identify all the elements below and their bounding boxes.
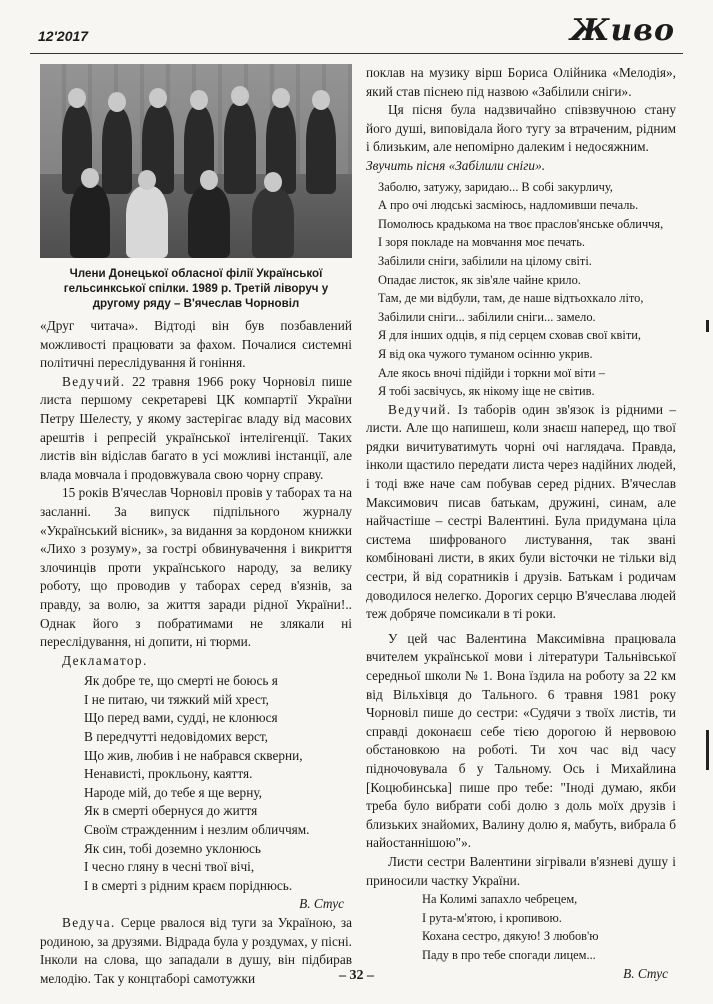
poem-line: Що перед вами, судді, не клонюся	[84, 710, 278, 726]
scan-mark	[706, 730, 709, 770]
poem-line: І не питаю, чи тяжкий мій хрест,	[84, 691, 269, 707]
speaker-label: Ведучий.	[62, 373, 126, 389]
song-line: А про очі людські засміюсь, надломивши печаль.	[378, 198, 639, 213]
magazine-logo: Живо	[570, 13, 675, 48]
paragraph: 15 років В'ячеслав Чорновіл провів у таборах та на засланні. За випуск підпільного журналу «Український вісник», за видання за кордоном книжки «Лихо з розуму», за гострі обвинувачення і викриття злочинців проти українського народу, за велику роботу, що проводив у таборах серед в'язнів, за правду, за волю, за життя заради рідної України!.. Однак його з побратимами не злякали ні переслідування, ні допити, ні тюрми.	[40, 485, 352, 650]
poem-line: І в смерті з рідним краєм поріднюсь.	[84, 877, 293, 893]
song-lyrics	[378, 178, 676, 401]
poem-line: Народе мій, до тебе я ще верну,	[84, 784, 262, 800]
song-label: Звучить пісня «Забілили сніги».	[366, 157, 546, 173]
poem	[422, 890, 676, 964]
page-number: – 32 –	[339, 968, 374, 983]
poem-line: В передчутті недовідомих верст,	[84, 729, 269, 745]
poem-line: Кохана сестро, дякую! З любов'ю	[422, 929, 599, 944]
song-line: Але якось вночі підійди і торкни мої віти –	[378, 365, 605, 380]
header-rule	[30, 53, 683, 54]
paragraph-text: 22 травня 1966 року Чорновіл пише листа першому секретареві ЦК компартії України Петру Шелесту, у якому застерігає владу від масових арештів і репресій української інтелігенції. Таких листів він відіслав багато в усі можливі інстанції, але влада мовчала і продовжувала свою чорну справу.	[40, 373, 352, 482]
poem	[84, 672, 352, 895]
song-line: Я тобі засвічусь, як нікому іще не світив.	[378, 384, 595, 399]
poem-line: Як син, тобі доземно уклонюсь	[84, 840, 261, 856]
song-line: Забілили сніги... забілили сніги... замело.	[378, 309, 596, 324]
issue-number: 12'2017	[38, 28, 89, 44]
speaker-label: Ведучий.	[388, 401, 452, 417]
song-line: І зоря покладе на мовчання моє печать.	[378, 235, 585, 250]
paragraph: поклав на музику вірш Бориса Олійника «Мелодія», який став піснею під назвою «Забілили сніги».	[366, 65, 676, 99]
paragraph	[40, 373, 352, 485]
paragraph-text: Серце рвалося від туги за Україною, за родиною, за друзями. Відрада була у роздумах, у пісні. Інколи на слова, що западали в душу, він підбирав мелодію. Так у концтаборі самотужки	[40, 915, 352, 986]
speaker-label: Ведуча.	[62, 915, 116, 930]
poem-signature: В. Стус	[623, 965, 668, 981]
photo-caption: Члени Донецької обласної філії Української гельсинкської спілки. 1989 р. Третій ліворуч у другому ряду – В'ячеслав Чорновіл	[63, 267, 329, 310]
scan-mark	[706, 320, 709, 332]
song-line: Там, де ми відбули, там, де наше відтьохкало літо,	[378, 291, 644, 306]
poem-line: Ненависті, прокльону, каяття.	[84, 766, 253, 782]
song-line: Опадає листок, як зів'яле чайне крило.	[378, 272, 581, 287]
speaker-label: Декламатор.	[62, 652, 148, 668]
right-column	[366, 64, 676, 983]
paragraph-text: Із таборів один зв'язок із рідними – листи. Але що напишеш, коли знаєш наперед, що твої рядки вичитуватимуть чорні очі наглядача. Правда, інколи щастило передати листа через надійних людей, і тоді вже наче сам побував серед рідних. В'ячеслав Максимович писав батькам, дружині, синам, але найчастіше – сестрі Валентині. Була придумана ціла система шифрованого листування, так звані комбіновані листи, в яких були вісточки не тільки від сестри, й від соратників і друзів. Батькам і родичам доводилося нелегко. Дорогих серцю В'ячеслава людей теж добряче помсикали в ті роки.	[366, 401, 676, 622]
left-column	[40, 64, 352, 988]
song-line: Я для інших одців, я під серцем сховав свої квіти,	[378, 328, 641, 343]
poem-signature: В. Стус	[299, 896, 344, 912]
paragraph	[366, 401, 676, 624]
paragraph: «Друг читача». Відтоді він був позбавлений можливості працювати за фахом. Почалися системні політичні переслідування й гоніння.	[40, 318, 352, 371]
song-line: Помолюсь крадькома на твоє праслов'янське обличчя,	[378, 216, 664, 231]
song-line: Я від ока чужого туманом осінню укрив.	[378, 346, 593, 361]
paragraph: У цей час Валентина Максимівна працювала вчителем української мови і літератури Тальнівської середньої школи № 1. Вона їздила на роботу за 22 км від Вільхівця до Тального. 6 травня 1981 року Чорновіл пише до сестри: «Судячи з твоїх листів, ти справді доконаєш себе тією дорогою й нервовою обстановкою на роботі. Ти хоч час від часу підночовувала б у Тальному. Ось і Михайлина [Коцюбинська] пише про тебе: "Іноді думаю, якби треба було вибрати собі долю з доль моїх друзів і близьких знайомих, Валину долю я, мабуть, вибрала б найостаннішою"».	[366, 630, 676, 851]
poem-line: Як добре те, що смерті не боюсь я	[84, 673, 278, 689]
poem-line: Своїм стражденним і незлим обличчям.	[84, 822, 310, 838]
song-line: Заболю, затужу, заридаю... В собі закурличу,	[378, 179, 613, 194]
page-header	[30, 14, 683, 54]
poem-line: На Колимі запахло чебрецем,	[422, 892, 578, 907]
poem-line: І рута-м'ятою, і кропивою.	[422, 910, 562, 925]
paragraph: Листи сестри Валентини зігрівали в'язневі душу і приносили частку України.	[366, 853, 676, 888]
poem-line: І чесно гляну в чесні твої вічі,	[84, 859, 255, 875]
group-photo	[40, 64, 352, 258]
poem-line: Паду в про тебе спогади лицем...	[422, 947, 596, 962]
song-line: Забілили сніги, забілили на цілому світі.	[378, 253, 592, 268]
poem-line: Як в смерті обернуся до життя	[84, 803, 258, 819]
paragraph: Ця пісня була надзвичайно співзвучною стану його душі, виповідала його тугу за втраченим, рідним і близьким, але непомірно далеким і недосяжним.	[366, 102, 676, 155]
poem-line: Що жив, любив і не набрався скверни,	[84, 747, 303, 763]
